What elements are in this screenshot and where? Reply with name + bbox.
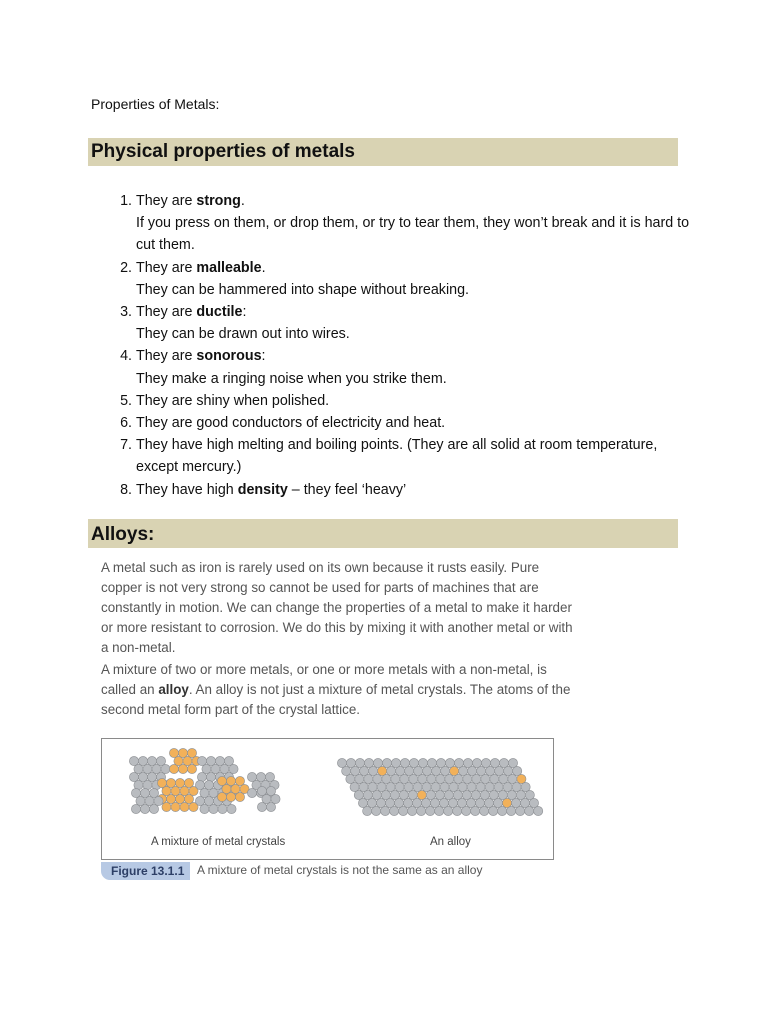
grey-atom xyxy=(140,788,149,797)
grey-atom xyxy=(161,764,170,773)
grey-atom xyxy=(257,802,266,811)
orange-atom xyxy=(217,776,226,785)
orange-atom xyxy=(222,784,231,793)
alloy-grey-atom xyxy=(471,806,480,815)
grey-atom xyxy=(215,756,224,765)
orange-atom xyxy=(162,786,171,795)
orange-atom xyxy=(169,764,178,773)
alloy-grey-atom xyxy=(507,806,516,815)
alloy-grey-atom xyxy=(525,806,534,815)
grey-atom xyxy=(195,796,204,805)
grey-atom xyxy=(195,780,204,789)
orange-atom xyxy=(174,756,183,765)
figure-illustration xyxy=(101,738,554,860)
grey-atom xyxy=(134,764,143,773)
grey-atom xyxy=(147,756,156,765)
alloy-grey-atom xyxy=(534,806,543,815)
alloy-paragraph-2: A mixture of two or more metals, or one or more metals with a non-metal, is called an alloy. An alloy is not just a mixture of metal crystals. The atoms of the second metal form part of the crystal lattice. xyxy=(101,662,571,717)
grey-atom xyxy=(204,796,213,805)
grey-atom xyxy=(209,804,218,813)
orange-atom xyxy=(171,802,180,811)
alloy-grey-atom xyxy=(489,806,498,815)
list-item: 7. They have high melting and boiling points. (They are all solid at room temperature, except mercury.) xyxy=(136,434,696,478)
grey-atom xyxy=(218,804,227,813)
list-item: 6. They are good conductors of electricity and heat. xyxy=(136,412,696,434)
grey-atom xyxy=(147,772,156,781)
grey-atom xyxy=(229,764,238,773)
grey-atom xyxy=(145,796,154,805)
alloy-grey-atom xyxy=(399,806,408,815)
alloy-grey-atom xyxy=(480,806,489,815)
grey-atom xyxy=(256,772,265,781)
grey-atom xyxy=(131,804,140,813)
section-heading-physical-properties: Physical properties of metals xyxy=(88,138,678,166)
grey-atom xyxy=(138,756,147,765)
grey-atom xyxy=(220,764,229,773)
orange-atom xyxy=(166,778,175,787)
grey-atom xyxy=(265,772,274,781)
grey-atom xyxy=(200,788,209,797)
list-item: 3. They are ductile: They can be drawn out into wires. xyxy=(136,301,696,345)
alloy-grey-atom xyxy=(372,806,381,815)
grey-atom xyxy=(129,772,138,781)
orange-atom xyxy=(235,776,244,785)
grey-atom xyxy=(262,794,271,803)
mixture-caption: A mixture of metal crystals xyxy=(151,836,286,848)
alloy-grey-atom xyxy=(408,806,417,815)
grey-atom xyxy=(206,756,215,765)
alloy-grey-atom xyxy=(363,806,372,815)
orange-atom xyxy=(226,792,235,801)
grey-atom xyxy=(197,772,206,781)
alloy-grey-atom xyxy=(453,806,462,815)
figure-number-tag: Figure 13.1.1 xyxy=(101,862,190,880)
grey-atom xyxy=(266,802,275,811)
orange-atom xyxy=(178,764,187,773)
orange-atom xyxy=(226,776,235,785)
grey-atom xyxy=(227,804,236,813)
alloy-grey-atom xyxy=(390,806,399,815)
alloy-grey-atom xyxy=(498,806,507,815)
grey-atom xyxy=(211,764,220,773)
section-heading-alloys: Alloys: xyxy=(88,519,678,548)
list-item: 1. They are strong. If you press on them, or drop them, or try to tear them, they won’t break and it is hard to cut them. xyxy=(136,190,696,257)
orange-atom xyxy=(180,786,189,795)
grey-atom xyxy=(136,796,145,805)
orange-atom xyxy=(169,748,178,757)
grey-atom xyxy=(129,756,138,765)
list-item: 4. They are sonorous: They make a ringing noise when you strike them. xyxy=(136,345,696,389)
grey-atom xyxy=(202,764,211,773)
grey-atom xyxy=(138,772,147,781)
figure-caption: A mixture of metal crystals is not the same as an alloy xyxy=(197,863,483,877)
orange-atom xyxy=(187,748,196,757)
grey-atom xyxy=(224,756,233,765)
alloy-grey-atom xyxy=(426,806,435,815)
alloy-paragraph-1: A metal such as iron is rarely used on its own because it rusts easily. Pure copper is not very strong so cannot be used for parts of machines that are constantly in motion. We can change the properties of a metal to make it harder or more resistant to corrosion. We do this by mixing it with another metal or with a non-metal. xyxy=(101,560,573,655)
alloy-grey-atom xyxy=(444,806,453,815)
list-item: 8. They have high density – they feel ‘heavy’ xyxy=(136,479,696,501)
grey-atom xyxy=(149,788,158,797)
grey-atom xyxy=(197,756,206,765)
orange-atom xyxy=(178,748,187,757)
orange-atom xyxy=(175,794,184,803)
grey-atom xyxy=(206,772,215,781)
orange-atom xyxy=(183,756,192,765)
list-item: 2. They are malleable. They can be hammered into shape without breaking. xyxy=(136,257,696,301)
orange-atom xyxy=(180,802,189,811)
grey-atom xyxy=(266,786,275,795)
grey-atom xyxy=(247,788,256,797)
grey-atom xyxy=(156,756,165,765)
alloy-grey-atom xyxy=(417,806,426,815)
orange-atom xyxy=(175,778,184,787)
orange-atom xyxy=(231,784,240,793)
grey-atom xyxy=(143,764,152,773)
grey-atom xyxy=(247,772,256,781)
grey-atom xyxy=(154,796,163,805)
grey-atom xyxy=(204,780,213,789)
alloy-term: alloy xyxy=(158,682,189,697)
properties-list xyxy=(110,190,696,501)
orange-atom xyxy=(166,794,175,803)
alloy-grey-atom xyxy=(462,806,471,815)
grey-atom xyxy=(209,788,218,797)
grey-atom xyxy=(200,804,209,813)
orange-atom xyxy=(235,792,244,801)
grey-atom xyxy=(140,804,149,813)
grey-atom xyxy=(131,788,140,797)
orange-atom xyxy=(187,764,196,773)
orange-atom xyxy=(184,778,193,787)
alloy-grey-atom xyxy=(516,806,525,815)
grey-atom xyxy=(257,786,266,795)
orange-atom xyxy=(184,794,193,803)
orange-atom xyxy=(171,786,180,795)
figure-caption-row xyxy=(101,862,561,882)
orange-atom xyxy=(217,792,226,801)
list-item: 5. They are shiny when polished. xyxy=(136,390,696,412)
orange-atom xyxy=(162,802,171,811)
grey-atom xyxy=(152,764,161,773)
alloy-caption: An alloy xyxy=(430,836,471,848)
alloy-grey-atom xyxy=(435,806,444,815)
grey-atom xyxy=(149,804,158,813)
orange-atom xyxy=(157,778,166,787)
alloy-grey-atom xyxy=(381,806,390,815)
page-title: Properties of Metals: xyxy=(91,96,220,112)
grey-atom xyxy=(271,794,280,803)
